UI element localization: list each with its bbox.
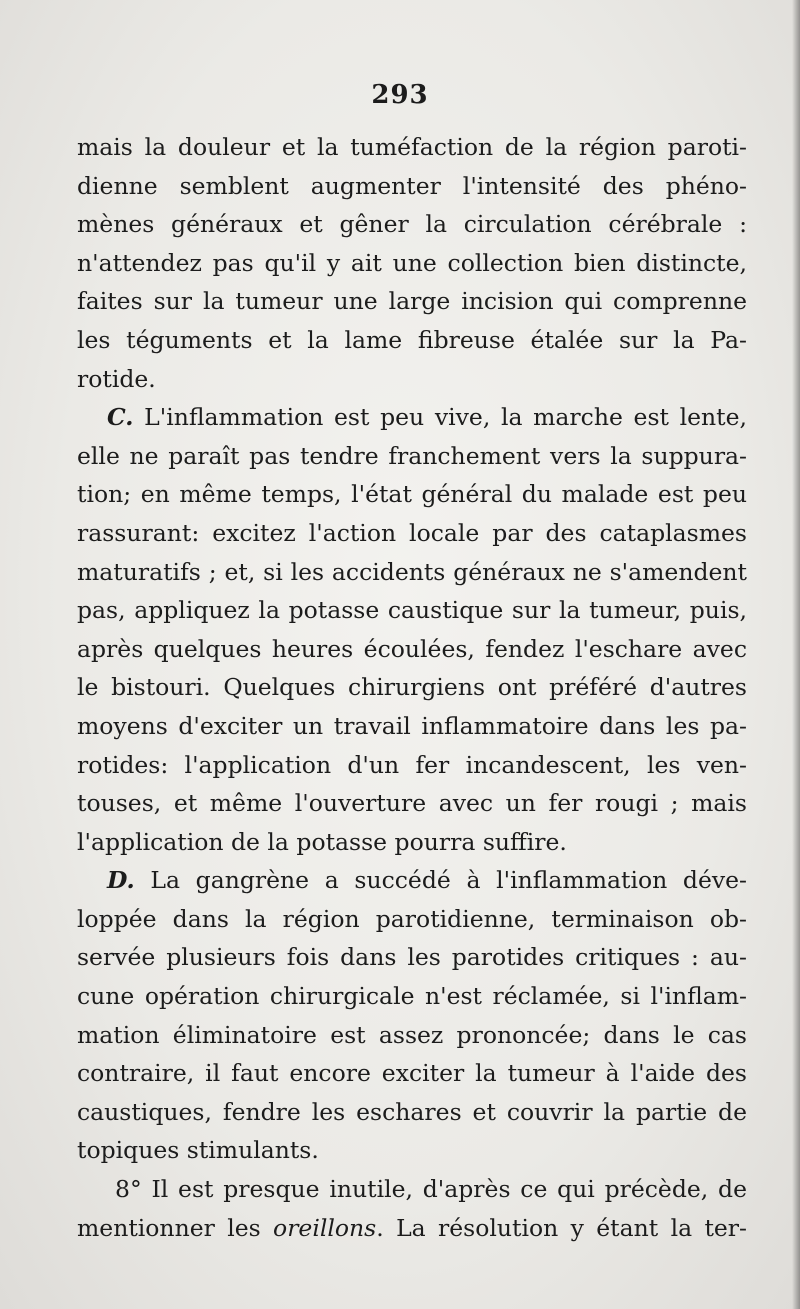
text-line: n'attendez pas qu'il y ait une collection bien distincte, [77,248,747,277]
text-line: après quelques heures écoulées, fendez l'eschare avec [77,634,747,663]
text-line [77,1209,747,1248]
text-line: caustiques, fendre les eschares et couvrir la partie de [77,1097,747,1126]
text-line: tion; en même temps, l'état général du malade est peu [77,480,747,509]
section-d-heading-line [77,861,747,900]
page-number: 293 [371,80,429,110]
text-line: touses, et même l'ouverture avec un fer rougi ; mais [77,789,747,818]
text-line: faites sur la tumeur une large incision qui comprenne [77,287,747,316]
text-line: maturatifs ; et, si les accidents généraux ne s'amendent [77,557,747,586]
text-line: mation éliminatoire est assez prononcée; dans le cas [77,1020,747,1049]
body-text [77,128,747,1247]
text-line: mènes généraux et gêner la circulation cérébrale : [77,210,747,239]
text-span: . La résolution y étant la ter- [376,1213,747,1242]
text-line: les téguments et la lame fibreuse étalée sur la Pa- [77,325,747,354]
text-line: topiques stimulants. [77,1136,319,1165]
text-line: 8° Il est presque inutile, d'après ce qui précède, de [115,1175,747,1204]
text-span: L'inflammation est peu vive, la marche est lente, [133,403,747,432]
text-line: mais la douleur et la tuméfaction de la région paroti- [77,133,747,161]
text-line: contraire, il faut encore exciter la tumeur à l'aide des [77,1059,747,1088]
text-line: l'application de la potasse pourra suffire. [77,827,567,856]
text-line: servée plusieurs fois dans les parotides critiques : au- [77,943,747,972]
text-line: dienne semblent augmenter l'intensité des phéno- [77,171,747,200]
text-span: mentionner les [77,1213,274,1242]
section-c-heading-line [77,398,747,437]
text-span: La gangrène a succédé à l'inflammation déve- [134,866,747,895]
text-line: le bistouri. Quelques chirurgiens ont préféré d'autres [77,673,747,702]
text-line: moyens d'exciter un travail inflammatoire dans les pa- [77,711,747,740]
section-marker: C. [107,403,134,432]
text-line: pas, appliquez la potasse caustique sur la tumeur, puis, [77,596,747,625]
text-line: rotides: l'application d'un fer incandescent, les ven- [77,750,747,779]
text-line: rotide. [77,364,156,393]
page-edge-shadow [792,0,800,1309]
text-line: loppée dans la région parotidienne, terminaison ob- [77,904,747,933]
section-marker: D. [107,866,135,895]
text-line: elle ne paraît pas tendre franchement vers la suppura- [77,441,747,470]
text-line: cune opération chirurgicale n'est réclamée, si l'inflam- [77,982,747,1011]
text-line: rassurant: excitez l'action locale par des cataplasmes [77,518,747,547]
italic-term: oreillons [273,1213,377,1242]
